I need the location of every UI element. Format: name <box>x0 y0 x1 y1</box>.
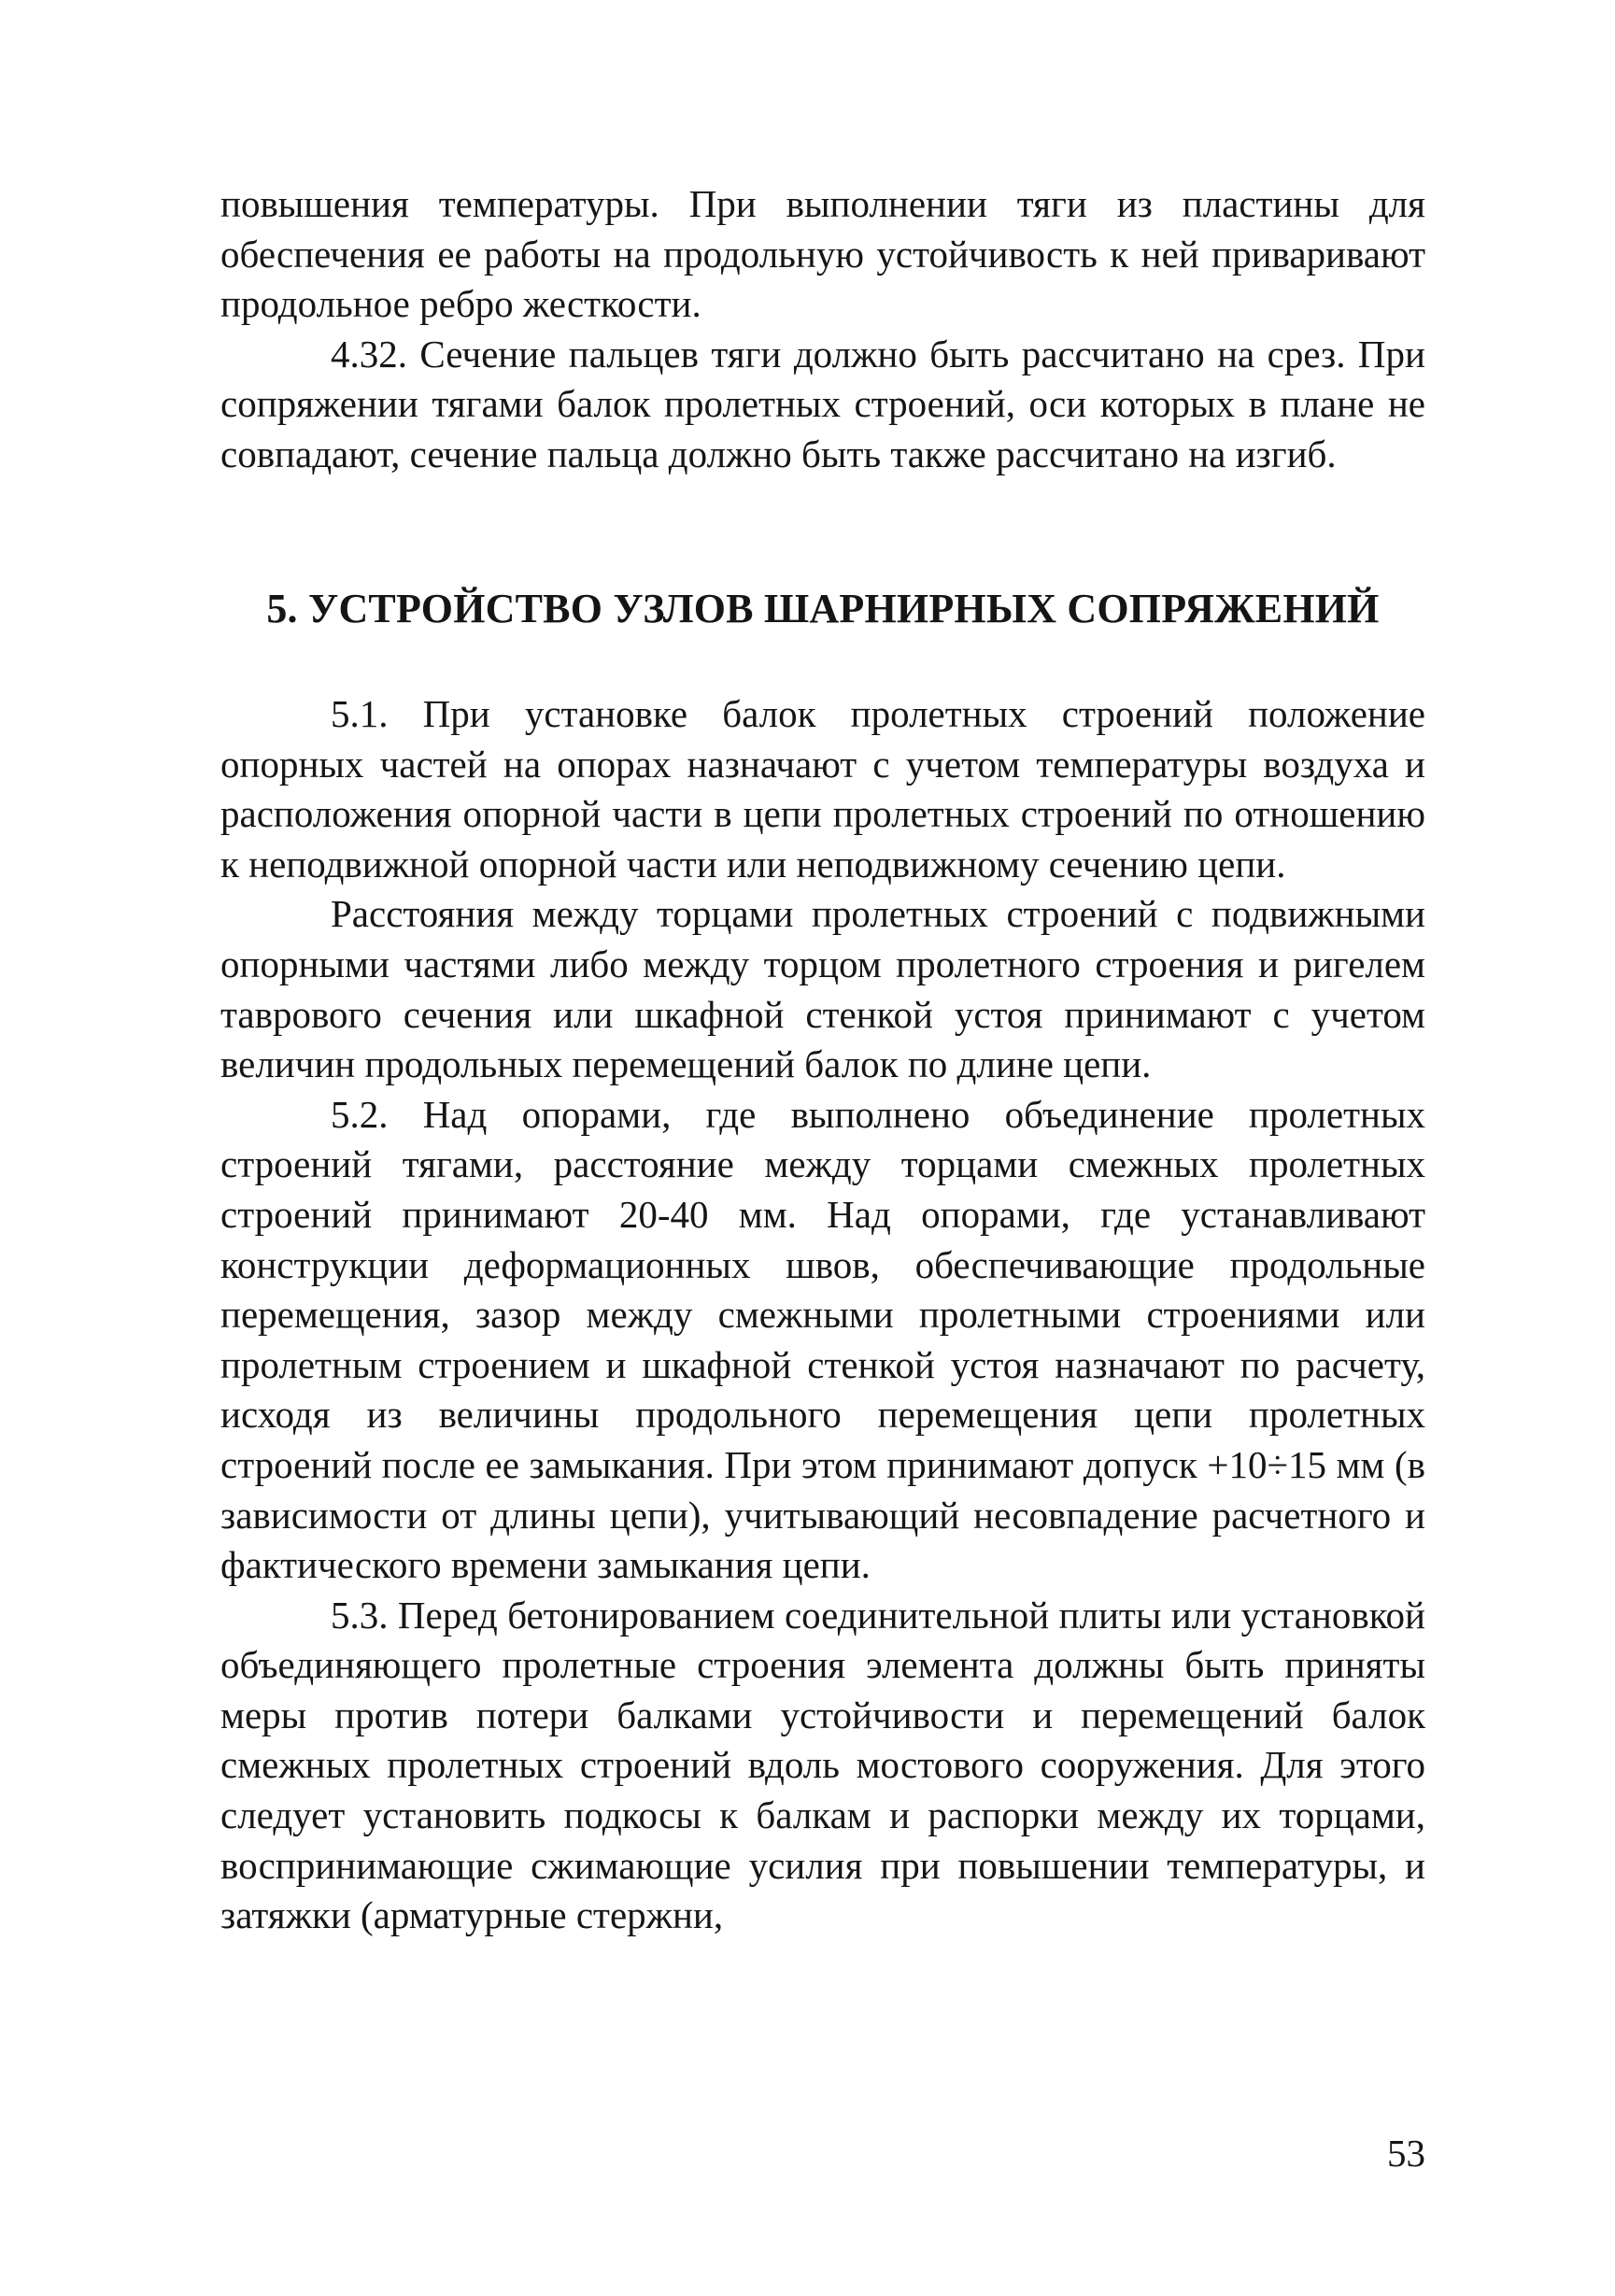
paragraph-5-1: 5.1. При установке балок пролетных строений положение опорных частей на опорах назначают с учетом температуры воздуха и расположения опорной части в цепи пролетных строений по отношению к неподвижной опорной части или неподвижному сечению цепи. <box>220 692 1425 886</box>
paragraph-5-3: 5.3. Перед бетонированием соединительной плиты или установкой объединяющего пролетные строения элемента должны быть приняты меры против потери балками устойчивости и перемещений балок смежных пролетных строений вдоль мостового сооружения. Для этого следует установить подкосы к балкам и распорки между их торцами, воспринимающие сжимающие усилия при повышении температуры, и затяжки (арматурные стержни, <box>220 1593 1425 1937</box>
paragraph-5-2: 5.2. Над опорами, где выполнено объединение пролетных строений тягами, расстояние между торцами смежных пролетных строений принимают 20-40 мм. Над опорами, где устанавливают конструкции деформационных швов, обеспечивающие продольные перемещения, зазор между смежными пролетными строениями или пролетным строением и шкафной стенкой устоя назначают по расчету, исходя из величины продольного перемещения цепи пролетных строений после ее замыкания. При этом принимают допуск +10÷15 мм (в зависимости от длины цепи), учитывающий несовпадение расчетного и фактического времени замыкания цепи. <box>220 1092 1425 1587</box>
text-block-top <box>220 179 1425 480</box>
paragraph-4-32: 4.32. Сечение пальцев тяги должно быть рассчитано на срез. При сопряжении тягами балок пролетных строений, оси которых в плане не совпадают, сечение пальца должно быть также рассчитано на изгиб. <box>220 332 1425 475</box>
paragraph-continuation: повышения температуры. При выполнении тяги из пластины для обеспечения ее работы на продольную устойчивость к ней приваривают продольное ребро жесткости. <box>220 182 1425 326</box>
section-heading: 5. УСТРОЙСТВО УЗЛОВ ШАРНИРНЫХ СОПРЯЖЕНИЙ <box>266 586 1380 631</box>
paragraph-distances: Расстояния между торцами пролетных строений с подвижными опорными частями либо между торцом пролетного строения и ригелем таврового сечения или шкафной стенкой устоя принимают с учетом величин продольных перемещений балок по длине цепи. <box>220 892 1425 1086</box>
page-number: 53 <box>1387 2132 1425 2175</box>
text-block-bottom <box>220 689 1425 1941</box>
